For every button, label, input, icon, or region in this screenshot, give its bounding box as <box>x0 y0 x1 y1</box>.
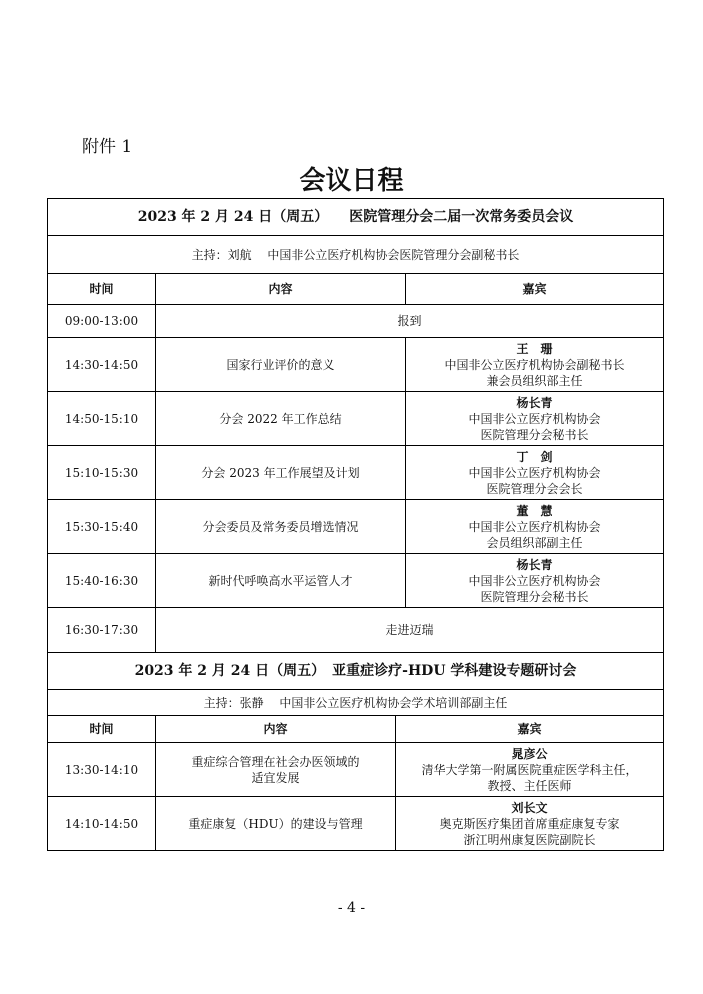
row-content <box>156 797 396 851</box>
guest-title: 奥克斯医疗集团首席重症康复专家 <box>439 816 620 831</box>
guest-name: 晁彦公 <box>511 746 548 761</box>
table-row <box>48 554 664 608</box>
session1-header: 2023 年 2 月 24 日（周五） 医院管理分会二届一次常务委员会议 <box>48 199 664 236</box>
row-guest <box>406 338 664 392</box>
row-content: 分会委员及常务委员增选情况 <box>156 500 406 554</box>
page-number: - 4 - <box>337 900 366 916</box>
row-time: 14:50-15:10 <box>48 392 156 446</box>
col-header-guest: 嘉宾 <box>396 716 664 743</box>
guest-title: 会员组织部副主任 <box>486 535 583 550</box>
guest-name: 王 珊 <box>516 341 553 356</box>
content-line: 重症综合管理在社会办医领域的 <box>191 754 360 769</box>
row-time: 15:40-16:30 <box>48 554 156 608</box>
guest-title: 医院管理分会秘书长 <box>480 589 589 604</box>
page-title: 会议日程 <box>299 166 404 196</box>
row-content: 报到 <box>156 305 664 338</box>
row-guest <box>396 797 664 851</box>
guest-title: 教授、主任医师 <box>487 778 572 793</box>
guest-name: 董 慧 <box>516 503 553 518</box>
table-row <box>48 743 664 797</box>
col-header-content: 内容 <box>156 274 406 305</box>
guest-title: 中国非公立医疗机构协会 <box>468 573 601 588</box>
row-content <box>156 743 396 797</box>
table-row <box>48 500 664 554</box>
row-content: 走进迈瑞 <box>156 608 664 653</box>
guest-name: 杨长青 <box>516 395 553 410</box>
attachment-label: 附件 1 <box>82 137 133 157</box>
content-line: 适宜发展 <box>251 770 300 785</box>
guest-title: 中国非公立医疗机构协会 <box>468 519 601 534</box>
row-content: 分会 2023 年工作展望及计划 <box>156 446 406 500</box>
row-content: 分会 2022 年工作总结 <box>156 392 406 446</box>
col-header-guest: 嘉宾 <box>406 274 664 305</box>
guest-title: 中国非公立医疗机构协会副秘书长 <box>444 357 625 372</box>
row-guest <box>406 446 664 500</box>
content-line: 重症康复（HDU）的建设与管理 <box>188 816 363 831</box>
table-row <box>48 797 664 851</box>
session2-host: 主持：张静 中国非公立医疗机构协会学术培训部副主任 <box>48 690 664 716</box>
table-row <box>48 392 664 446</box>
guest-name: 丁 剑 <box>516 449 553 464</box>
guest-title: 兼会员组织部主任 <box>486 373 583 388</box>
row-guest <box>406 500 664 554</box>
row-time: 15:10-15:30 <box>48 446 156 500</box>
table-row <box>48 608 664 653</box>
col-header-content: 内容 <box>156 716 396 743</box>
guest-title: 清华大学第一附属医院重症医学科主任， <box>421 762 638 777</box>
guest-title: 医院管理分会秘书长 <box>480 427 589 442</box>
row-guest <box>406 392 664 446</box>
table-row <box>48 338 664 392</box>
guest-title: 浙江明州康复医院副院长 <box>463 832 596 847</box>
guest-name: 刘长文 <box>511 800 548 815</box>
session1-table <box>47 198 664 653</box>
row-time: 09:00-13:00 <box>48 305 156 338</box>
row-time: 16:30-17:30 <box>48 608 156 653</box>
session2-table <box>47 652 664 851</box>
col-header-time: 时间 <box>48 274 156 305</box>
guest-title: 中国非公立医疗机构协会 <box>468 465 601 480</box>
row-time: 14:30-14:50 <box>48 338 156 392</box>
row-guest <box>406 554 664 608</box>
session1-host: 主持：刘航 中国非公立医疗机构协会医院管理分会副秘书长 <box>48 236 664 274</box>
table-row <box>48 446 664 500</box>
table-row <box>48 305 664 338</box>
row-time: 13:30-14:10 <box>48 743 156 797</box>
guest-title: 医院管理分会会长 <box>486 481 583 496</box>
row-guest <box>396 743 664 797</box>
guest-name: 杨长青 <box>516 557 553 572</box>
row-time: 14:10-14:50 <box>48 797 156 851</box>
row-content: 新时代呼唤高水平运管人才 <box>156 554 406 608</box>
session2-header: 2023 年 2 月 24 日（周五） 亚重症诊疗-HDU 学科建设专题研讨会 <box>48 653 664 690</box>
row-time: 15:30-15:40 <box>48 500 156 554</box>
guest-title: 中国非公立医疗机构协会 <box>468 411 601 426</box>
col-header-time: 时间 <box>48 716 156 743</box>
row-content: 国家行业评价的意义 <box>156 338 406 392</box>
